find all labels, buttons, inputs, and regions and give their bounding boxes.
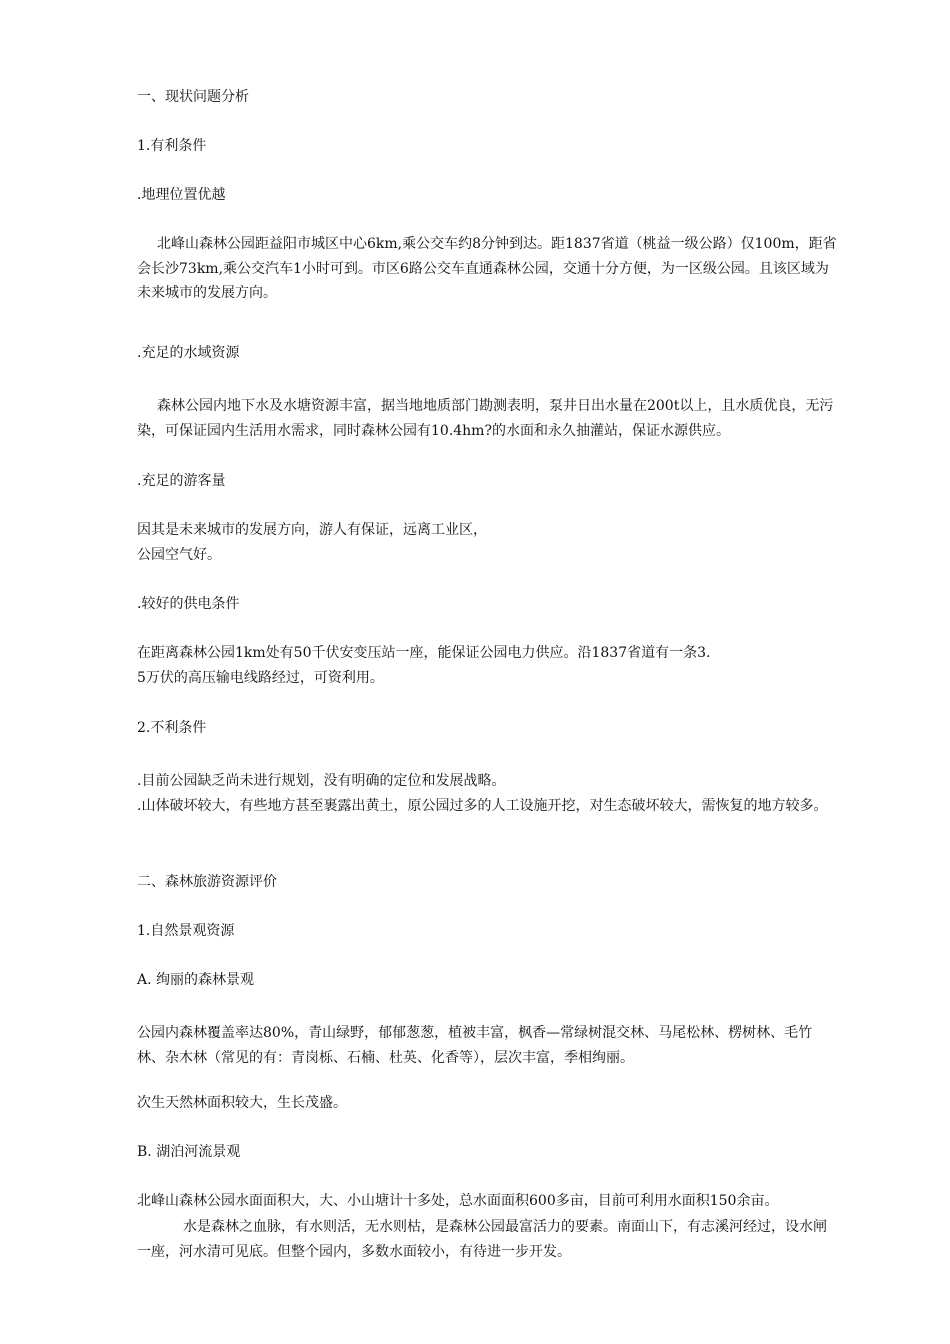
- paragraph-lake: 北峰山森林公园水面面积大，大、小山塘计十多处，总水面面积600多亩，目前可利用水面积150余亩。: [137, 1193, 779, 1209]
- section-heading-1: 一、现状问题分析: [137, 89, 249, 105]
- subheading-unfavorable: 2.不利条件: [137, 720, 207, 736]
- item-heading-visitors: .充足的游客量: [137, 473, 226, 489]
- paragraph-visitors: [137, 518, 837, 567]
- paragraph-line: .山体破坏较大，有些地方甚至裹露出黄土，原公园过多的人工设施开挖，对生态破坏较大，需恢复的地方较多。: [137, 797, 828, 814]
- paragraph-forest: 公园内森林覆盖率达80%，青山绿野，郁郁葱葱，植被丰富，枫香—常绿树混交林、马尾松林、楞树林、毛竹林、杂木林（常见的有：青岗栎、石楠、杜英、化香等），层次丰富，季相绚丽。: [137, 1025, 813, 1066]
- paragraph-line: 公园空气好。: [137, 546, 221, 563]
- paragraph-forest-secondary: 次生天然林面积较大，生长茂盛。: [137, 1095, 347, 1111]
- paragraph-line: 5万伏的高压输电线路经过，可资利用。: [137, 669, 384, 686]
- paragraph-water-lifeblood: 水是森林之血脉，有水则活，无水则枯，是森林公园最富活力的要素。南面山下，有志溪河经过，设水闸一座，河水清可见底。但整个园内，多数水面较小，有待进一步开发。: [137, 1219, 827, 1260]
- paragraph-location: 北峰山森林公园距益阳市城区中心6km,乘公交车约8分钟到达。距1837省道（桃益一级公路）仅100m，距省会长沙73km,乘公交汽车1小时可到。市区6路公交车直通森林公园，交通十分方便，为一区级公园。且该区域为未来城市的发展方向。: [137, 236, 837, 301]
- paragraph-line: 因其是未来城市的发展方向，游人有保证，远离工业区，: [137, 522, 487, 538]
- item-heading-forest: A. 绚丽的森林景观: [137, 972, 255, 988]
- paragraph-line: .目前公园缺乏尚未进行规划，没有明确的定位和发展战略。: [137, 773, 506, 789]
- paragraph-line: 在距离森林公园1km处有50千伏安变压站一座，能保证公园电力供应。沿1837省道有一条3.: [137, 645, 711, 661]
- paragraph-power: [137, 641, 837, 690]
- item-heading-water: .充足的水域资源: [137, 345, 240, 361]
- item-heading-power: .较好的供电条件: [137, 596, 240, 612]
- subheading-favorable: 1.有利条件: [137, 138, 207, 154]
- subheading-natural: 1.自然景观资源: [137, 923, 235, 939]
- item-heading-location: .地理位置优越: [137, 187, 226, 203]
- section-heading-2: 二、森林旅游资源评价: [137, 874, 277, 890]
- paragraph-water: 森林公园内地下水及水塘资源丰富，据当地地质部门勘测表明，泵井日出水量在200t以上，且水质优良，无污染，可保证园内生活用水需求，同时森林公园有10.4hm?的水面和永久抽灌站，保证水源供应。: [137, 398, 834, 439]
- item-heading-lake: B. 湖泊河流景观: [137, 1144, 241, 1160]
- paragraph-unfavorable: [137, 769, 837, 818]
